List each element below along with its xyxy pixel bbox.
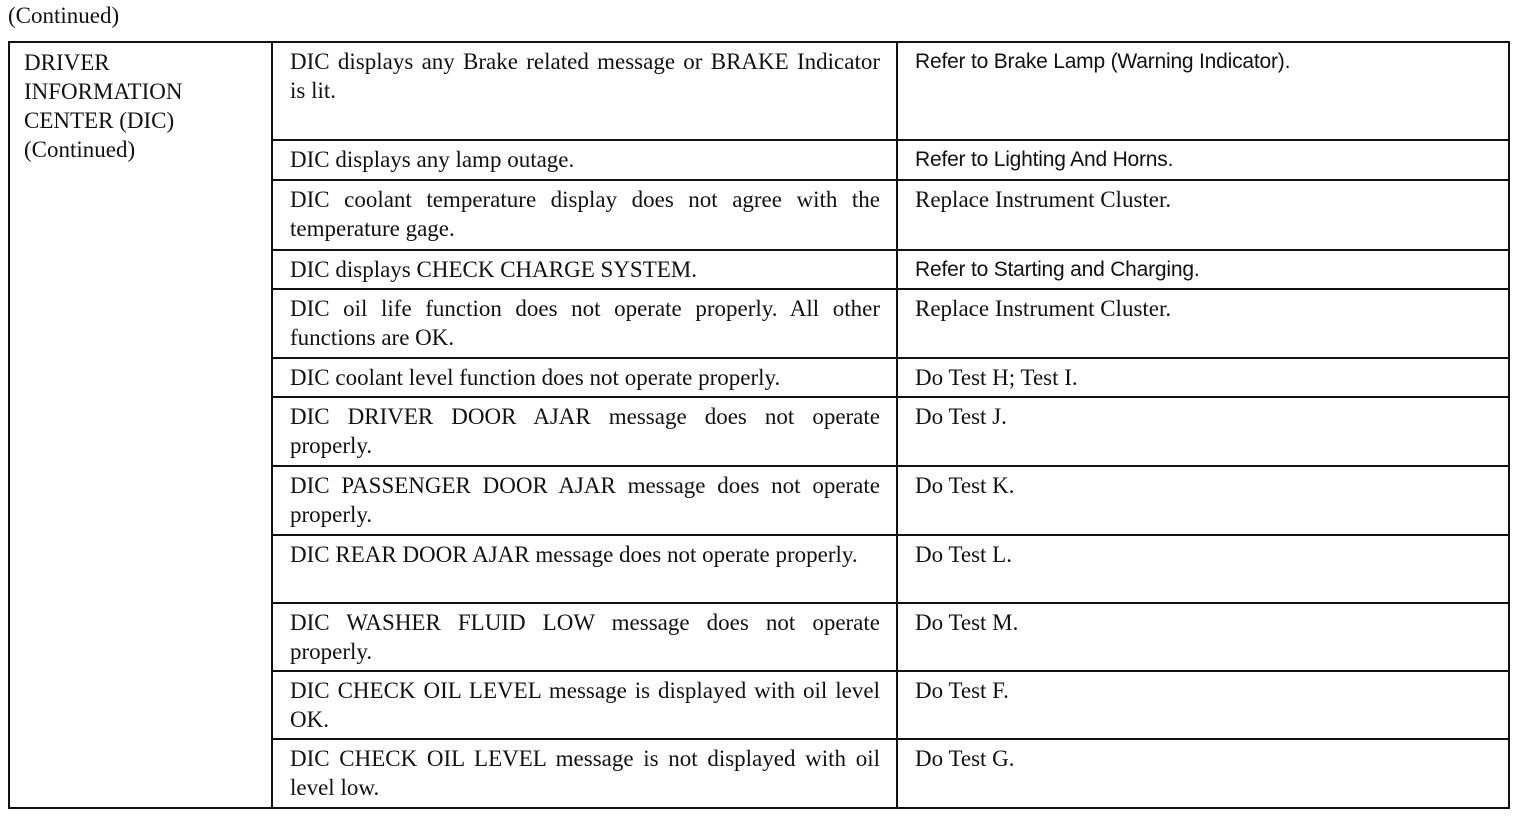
- system-line: (Continued): [24, 137, 136, 162]
- action-cell: Do Test G.: [897, 739, 1509, 808]
- symptom-cell: DIC REAR DOOR AJAR message does not operate properly.: [272, 535, 897, 603]
- symptom-cell: DIC displays any lamp outage.: [272, 140, 897, 180]
- action-cell: Refer to Brake Lamp (Warning Indicator).: [897, 42, 1509, 140]
- symptom-cell: DIC coolant temperature display does not agree with the temperature gage.: [272, 180, 897, 250]
- action-cell: Refer to Starting and Charging.: [897, 250, 1509, 289]
- symptom-cell: DIC CHECK OIL LEVEL message is not displayed with oil level low.: [272, 739, 897, 808]
- symptom-cell: DIC oil life function does not operate properly. All other functions are OK.: [272, 289, 897, 358]
- system-line: DRIVER: [24, 50, 110, 75]
- continued-label: (Continued): [8, 3, 120, 28]
- system-line: CENTER (DIC): [24, 108, 175, 133]
- action-cell: Do Test H; Test I.: [897, 358, 1509, 397]
- symptom-cell: DIC displays any Brake related message or BRAKE Indicator is lit.: [272, 42, 897, 140]
- system-line: INFORMATION: [24, 79, 183, 104]
- symptom-cell: DIC CHECK OIL LEVEL message is displayed with oil level OK.: [272, 671, 897, 739]
- symptom-cell: DIC displays CHECK CHARGE SYSTEM.: [272, 250, 897, 289]
- symptom-cell: DIC DRIVER DOOR AJAR message does not operate properly.: [272, 397, 897, 466]
- symptom-cell: DIC coolant level function does not operate properly.: [272, 358, 897, 397]
- action-cell: Do Test F.: [897, 671, 1509, 739]
- action-cell: Refer to Lighting And Horns.: [897, 140, 1509, 180]
- symptom-cell: DIC WASHER FLUID LOW message does not operate properly.: [272, 603, 897, 671]
- table-row: [9, 42, 1509, 140]
- action-cell: Do Test M.: [897, 603, 1509, 671]
- symptom-cell: DIC PASSENGER DOOR AJAR message does not operate properly.: [272, 466, 897, 535]
- action-cell: Do Test J.: [897, 397, 1509, 466]
- action-cell: Do Test L.: [897, 535, 1509, 603]
- diagnosis-table: [8, 41, 1510, 809]
- action-cell: Replace Instrument Cluster.: [897, 289, 1509, 358]
- action-cell: Replace Instrument Cluster.: [897, 180, 1509, 250]
- action-cell: Do Test K.: [897, 466, 1509, 535]
- system-cell: [9, 42, 272, 808]
